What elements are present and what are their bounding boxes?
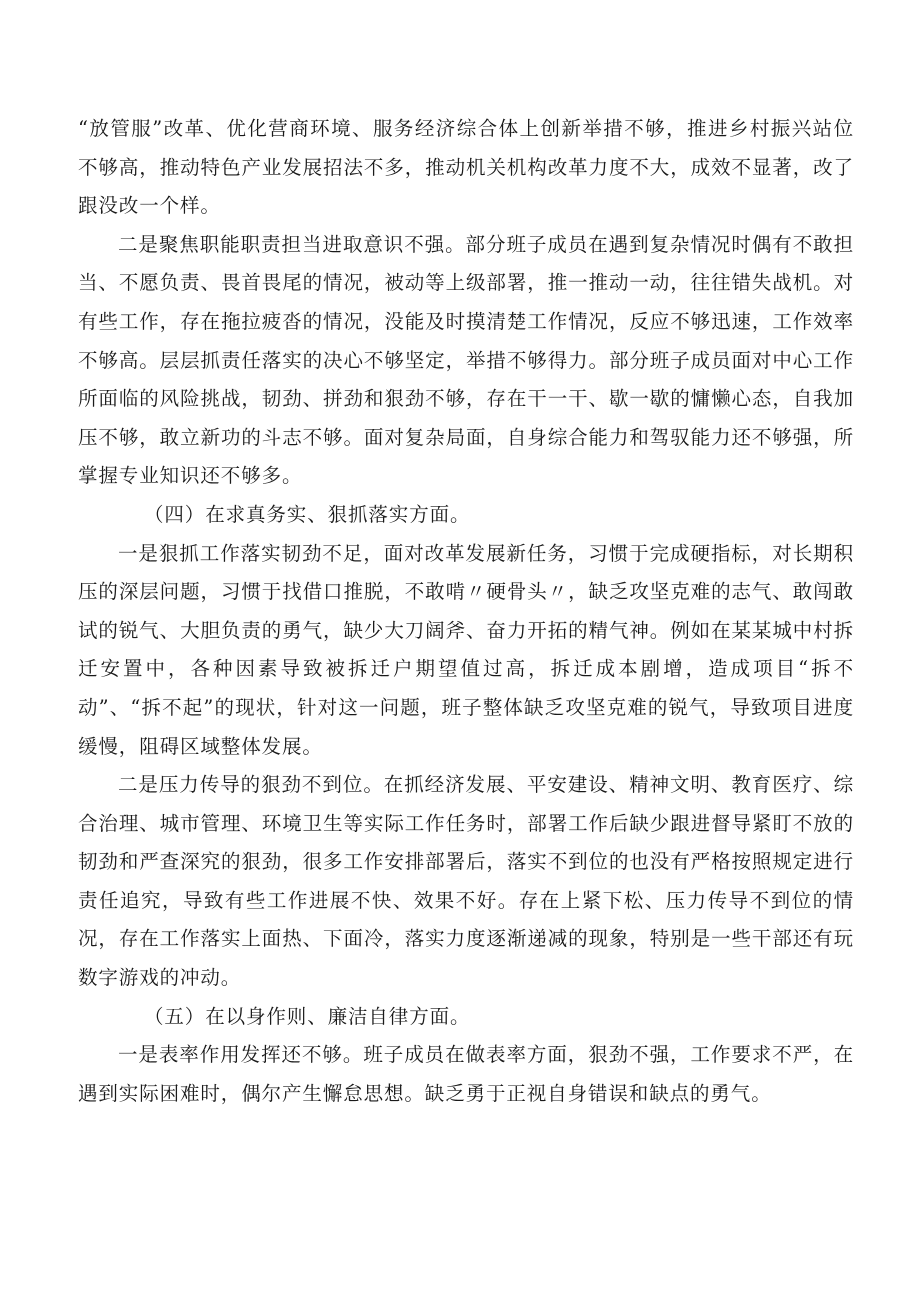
paragraph-example-role: 一是表率作用发挥还不够。班子成员在做表率方面，狠劲不强，工作要求不严，在遇到实际困难时，偶尔产生懈怠思想。缺乏勇于正视自身错误和缺点的勇气。	[78, 1043, 854, 1105]
document-body	[78, 110, 854, 1113]
section-heading-5: （五）在以身作则、廉洁自律方面。	[144, 1004, 471, 1028]
paragraph-responsibility: 二是聚焦职能职责担当进取意识不强。部分班子成员在遇到复杂情况时偶有不敢担当、不愿负责、畏首畏尾的情况，被动等上级部署，推一推动一动，往往错失战机。对有些工作，存在拖拉疲沓的情况，没能及时摸清楚工作情况，反应不够迅速，工作效率不够高。层层抓责任落实的决心不够坚定，举措不够得力。部分班子成员面对中心工作所面临的风险挑战，韧劲、拼劲和狠劲不够，存在干一干、歇一歇的慵懒心态，自我加压不够，敢立新功的斗志不够。面对复杂局面，自身综合能力和驾驭能力还不够强，所掌握专业知识还不够多。	[78, 232, 854, 488]
paragraph-continuation: “放管服”改革、优化营商环境、服务经济综合体上创新举措不够，推进乡村振兴站位不够高，推动特色产业发展招法不多，推动机关机构改革力度不大，成效不显著，改了跟没改一个样。	[78, 117, 854, 218]
paragraph-pressure: 二是压力传导的狠劲不到位。在抓经济发展、平安建设、精神文明、教育医疗、综合治理、城市管理、环境卫生等实际工作任务时，部署工作后缺少跟进督导紧盯不放的韧劲和严查深究的狠劲，很多工作安排部署后，落实不到位的也没有严格按照规定进行责任追究，导致有些工作进展不快、效果不好。存在上紧下松、压力传导不到位的情况，存在工作落实上面热、下面冷，落实力度逐渐递减的现象，特别是一些干部还有玩数字游戏的冲动。	[78, 773, 854, 990]
section-heading-4: （四）在求真务实、狠抓落实方面。	[144, 502, 471, 526]
paragraph-implementation: 一是狠抓工作落实韧劲不足，面对改革发展新任务，习惯于完成硬指标，对长期积压的深层问题，习惯于找借口推脱，不敢啃〃硬骨头〃，缺乏攻坚克难的志气、敢闯敢试的锐气、大胆负责的勇气，缺少大刀阔斧、奋力开拓的精气神。例如在某某城中村拆迁安置中，各种因素导致被拆迁户期望值过高，拆迁成本剧增，造成项目“拆不动”、“拆不起”的现状，针对这一问题，班子整体缺乏攻坚克难的锐气，导致项目进度缓慢，阻碍区域整体发展。	[78, 541, 854, 758]
